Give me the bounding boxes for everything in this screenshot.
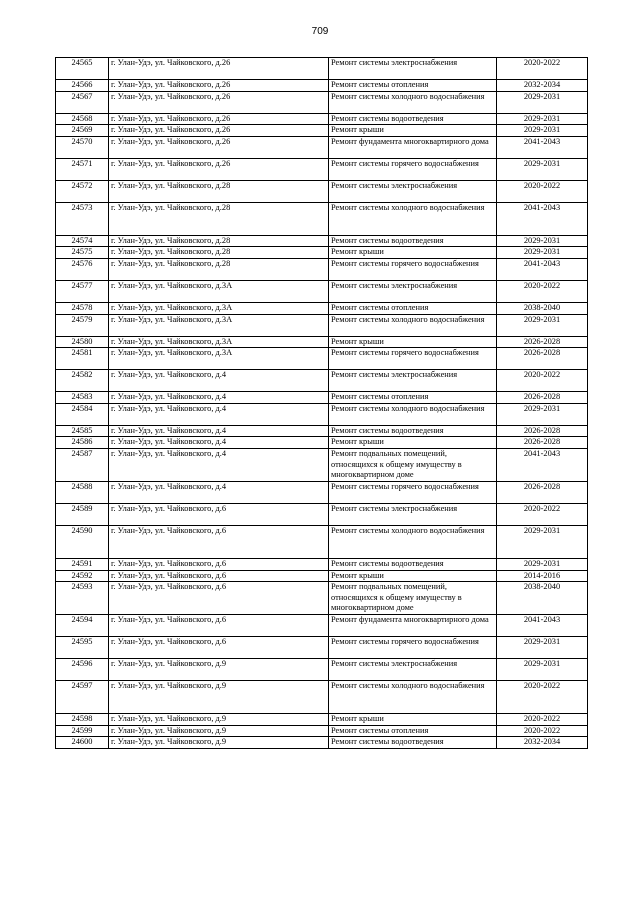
record-id-cell: 24573 (56, 202, 109, 235)
period-cell: 2029-2031 (497, 558, 588, 570)
address-cell: г. Улан-Удэ, ул. Чайковского, д.3А (109, 314, 329, 336)
address-cell: г. Улан-Удэ, ул. Чайковского, д.9 (109, 681, 329, 714)
period-cell: 2041-2043 (497, 448, 588, 481)
record-id-cell: 24585 (56, 425, 109, 437)
period-cell: 2038-2040 (497, 302, 588, 314)
address-cell: г. Улан-Удэ, ул. Чайковского, д.3А (109, 302, 329, 314)
period-cell: 2032-2034 (497, 737, 588, 749)
work-type-cell: Ремонт системы холодного водоснабжения (329, 525, 497, 558)
period-cell: 2026-2028 (497, 437, 588, 449)
address-cell: г. Улан-Удэ, ул. Чайковского, д.6 (109, 525, 329, 558)
record-id-cell: 24569 (56, 125, 109, 137)
record-id-cell: 24577 (56, 280, 109, 302)
work-type-cell: Ремонт системы горячего водоснабжения (329, 637, 497, 659)
table-row (56, 737, 588, 749)
work-type-cell: Ремонт крыши (329, 247, 497, 259)
work-type-cell: Ремонт системы водоотведения (329, 235, 497, 247)
address-cell: г. Улан-Удэ, ул. Чайковского, д.26 (109, 58, 329, 80)
period-cell: 2032-2034 (497, 80, 588, 92)
table-row (56, 180, 588, 202)
period-cell: 2020-2022 (497, 725, 588, 737)
table-row (56, 58, 588, 80)
table-row (56, 503, 588, 525)
work-type-cell: Ремонт системы горячего водоснабжения (329, 481, 497, 503)
address-cell: г. Улан-Удэ, ул. Чайковского, д.26 (109, 136, 329, 158)
work-type-cell: Ремонт системы отопления (329, 392, 497, 404)
work-type-cell: Ремонт системы электроснабжения (329, 58, 497, 80)
period-cell: 2029-2031 (497, 125, 588, 137)
table-row (56, 437, 588, 449)
address-cell: г. Улан-Удэ, ул. Чайковского, д.4 (109, 392, 329, 404)
work-type-cell: Ремонт фундамента многоквартирного дома (329, 136, 497, 158)
record-id-cell: 24580 (56, 336, 109, 348)
work-type-cell: Ремонт системы отопления (329, 302, 497, 314)
address-cell: г. Улан-Удэ, ул. Чайковского, д.6 (109, 558, 329, 570)
period-cell: 2029-2031 (497, 235, 588, 247)
period-cell: 2026-2028 (497, 348, 588, 370)
address-cell: г. Улан-Удэ, ул. Чайковского, д.4 (109, 425, 329, 437)
address-cell: г. Улан-Удэ, ул. Чайковского, д.26 (109, 158, 329, 180)
work-type-cell: Ремонт системы холодного водоснабжения (329, 681, 497, 714)
address-cell: г. Улан-Удэ, ул. Чайковского, д.6 (109, 503, 329, 525)
period-cell: 2020-2022 (497, 714, 588, 726)
period-cell: 2029-2031 (497, 637, 588, 659)
address-cell: г. Улан-Удэ, ул. Чайковского, д.6 (109, 615, 329, 637)
work-type-cell: Ремонт системы электроснабжения (329, 180, 497, 202)
work-type-cell: Ремонт системы горячего водоснабжения (329, 158, 497, 180)
record-id-cell: 24595 (56, 637, 109, 659)
record-id-cell: 24598 (56, 714, 109, 726)
period-cell: 2041-2043 (497, 258, 588, 280)
work-type-cell: Ремонт крыши (329, 714, 497, 726)
table-row (56, 202, 588, 235)
table-row (56, 336, 588, 348)
table-row (56, 725, 588, 737)
table-row (56, 659, 588, 681)
record-id-cell: 24589 (56, 503, 109, 525)
table-row (56, 348, 588, 370)
work-type-cell: Ремонт системы горячего водоснабжения (329, 348, 497, 370)
table-row (56, 558, 588, 570)
table-row (56, 615, 588, 637)
period-cell: 2029-2031 (497, 158, 588, 180)
work-type-cell: Ремонт системы холодного водоснабжения (329, 91, 497, 113)
period-cell: 2020-2022 (497, 58, 588, 80)
work-type-cell: Ремонт системы электроснабжения (329, 370, 497, 392)
table-row (56, 448, 588, 481)
table-row (56, 637, 588, 659)
address-cell: г. Улан-Удэ, ул. Чайковского, д.4 (109, 448, 329, 481)
record-id-cell: 24575 (56, 247, 109, 259)
table-row (56, 570, 588, 582)
period-cell: 2026-2028 (497, 336, 588, 348)
address-cell: г. Улан-Удэ, ул. Чайковского, д.28 (109, 258, 329, 280)
record-id-cell: 24567 (56, 91, 109, 113)
address-cell: г. Улан-Удэ, ул. Чайковского, д.28 (109, 202, 329, 235)
address-cell: г. Улан-Удэ, ул. Чайковского, д.28 (109, 235, 329, 247)
period-cell: 2029-2031 (497, 659, 588, 681)
address-cell: г. Улан-Удэ, ул. Чайковского, д.26 (109, 113, 329, 125)
table-row (56, 91, 588, 113)
work-type-cell: Ремонт системы холодного водоснабжения (329, 403, 497, 425)
address-cell: г. Улан-Удэ, ул. Чайковского, д.9 (109, 725, 329, 737)
period-cell: 2029-2031 (497, 525, 588, 558)
record-id-cell: 24588 (56, 481, 109, 503)
address-cell: г. Улан-Удэ, ул. Чайковского, д.6 (109, 570, 329, 582)
address-cell: г. Улан-Удэ, ул. Чайковского, д.28 (109, 180, 329, 202)
period-cell: 2014-2016 (497, 570, 588, 582)
table-row (56, 582, 588, 615)
record-id-cell: 24570 (56, 136, 109, 158)
table-row (56, 403, 588, 425)
record-id-cell: 24568 (56, 113, 109, 125)
work-type-cell: Ремонт системы электроснабжения (329, 503, 497, 525)
address-cell: г. Улан-Удэ, ул. Чайковского, д.4 (109, 403, 329, 425)
work-type-cell: Ремонт системы водоотведения (329, 425, 497, 437)
record-id-cell: 24594 (56, 615, 109, 637)
table-row (56, 481, 588, 503)
record-id-cell: 24587 (56, 448, 109, 481)
record-id-cell: 24591 (56, 558, 109, 570)
record-id-cell: 24593 (56, 582, 109, 615)
work-type-cell: Ремонт системы холодного водоснабжения (329, 314, 497, 336)
table-row (56, 136, 588, 158)
work-type-cell: Ремонт системы холодного водоснабжения (329, 202, 497, 235)
work-type-cell: Ремонт системы электроснабжения (329, 280, 497, 302)
period-cell: 2020-2022 (497, 180, 588, 202)
address-cell: г. Улан-Удэ, ул. Чайковского, д.4 (109, 370, 329, 392)
table-row (56, 158, 588, 180)
table-row (56, 370, 588, 392)
period-cell: 2020-2022 (497, 681, 588, 714)
work-type-cell: Ремонт системы отопления (329, 725, 497, 737)
address-cell: г. Улан-Удэ, ул. Чайковского, д.9 (109, 714, 329, 726)
repair-schedule-table (55, 57, 588, 749)
address-cell: г. Улан-Удэ, ул. Чайковского, д.6 (109, 582, 329, 615)
table-row (56, 125, 588, 137)
record-id-cell: 24566 (56, 80, 109, 92)
period-cell: 2026-2028 (497, 481, 588, 503)
work-type-cell: Ремонт системы водоотведения (329, 737, 497, 749)
table-row (56, 681, 588, 714)
period-cell: 2029-2031 (497, 91, 588, 113)
record-id-cell: 24574 (56, 235, 109, 247)
record-id-cell: 24571 (56, 158, 109, 180)
page-number: 709 (311, 26, 329, 37)
table-row (56, 258, 588, 280)
record-id-cell: 24584 (56, 403, 109, 425)
period-cell: 2038-2040 (497, 582, 588, 615)
period-cell: 2020-2022 (497, 370, 588, 392)
work-type-cell: Ремонт крыши (329, 336, 497, 348)
table-row (56, 302, 588, 314)
period-cell: 2029-2031 (497, 113, 588, 125)
record-id-cell: 24599 (56, 725, 109, 737)
address-cell: г. Улан-Удэ, ул. Чайковского, д.9 (109, 659, 329, 681)
record-id-cell: 24576 (56, 258, 109, 280)
table-row (56, 392, 588, 404)
record-id-cell: 24600 (56, 737, 109, 749)
record-id-cell: 24579 (56, 314, 109, 336)
record-id-cell: 24572 (56, 180, 109, 202)
work-type-cell: Ремонт крыши (329, 437, 497, 449)
period-cell: 2020-2022 (497, 280, 588, 302)
table-row (56, 247, 588, 259)
period-cell: 2020-2022 (497, 503, 588, 525)
table-row (56, 525, 588, 558)
table-body (56, 58, 588, 749)
record-id-cell: 24592 (56, 570, 109, 582)
address-cell: г. Улан-Удэ, ул. Чайковского, д.26 (109, 80, 329, 92)
address-cell: г. Улан-Удэ, ул. Чайковского, д.28 (109, 247, 329, 259)
work-type-cell: Ремонт системы электроснабжения (329, 659, 497, 681)
record-id-cell: 24583 (56, 392, 109, 404)
address-cell: г. Улан-Удэ, ул. Чайковского, д.26 (109, 125, 329, 137)
record-id-cell: 24597 (56, 681, 109, 714)
table-row (56, 425, 588, 437)
table-row (56, 80, 588, 92)
record-id-cell: 24581 (56, 348, 109, 370)
table-row (56, 714, 588, 726)
record-id-cell: 24582 (56, 370, 109, 392)
record-id-cell: 24565 (56, 58, 109, 80)
period-cell: 2029-2031 (497, 247, 588, 259)
period-cell: 2029-2031 (497, 314, 588, 336)
work-type-cell: Ремонт крыши (329, 570, 497, 582)
period-cell: 2026-2028 (497, 392, 588, 404)
work-type-cell: Ремонт фундамента многоквартирного дома (329, 615, 497, 637)
work-type-cell: Ремонт крыши (329, 125, 497, 137)
address-cell: г. Улан-Удэ, ул. Чайковского, д.4 (109, 437, 329, 449)
work-type-cell: Ремонт подвальных помещений, относящихся к общему имуществу в многоквартирном доме (329, 448, 497, 481)
address-cell: г. Улан-Удэ, ул. Чайковского, д.4 (109, 481, 329, 503)
address-cell: г. Улан-Удэ, ул. Чайковского, д.6 (109, 637, 329, 659)
period-cell: 2026-2028 (497, 425, 588, 437)
table-row (56, 235, 588, 247)
period-cell: 2041-2043 (497, 202, 588, 235)
record-id-cell: 24578 (56, 302, 109, 314)
work-type-cell: Ремонт подвальных помещений, относящихся к общему имуществу в многоквартирном доме (329, 582, 497, 615)
period-cell: 2029-2031 (497, 403, 588, 425)
work-type-cell: Ремонт системы водоотведения (329, 558, 497, 570)
work-type-cell: Ремонт системы водоотведения (329, 113, 497, 125)
address-cell: г. Улан-Удэ, ул. Чайковского, д.3А (109, 336, 329, 348)
table-row (56, 113, 588, 125)
record-id-cell: 24596 (56, 659, 109, 681)
table-row (56, 280, 588, 302)
address-cell: г. Улан-Удэ, ул. Чайковского, д.26 (109, 91, 329, 113)
period-cell: 2041-2043 (497, 136, 588, 158)
address-cell: г. Улан-Удэ, ул. Чайковского, д.9 (109, 737, 329, 749)
address-cell: г. Улан-Удэ, ул. Чайковского, д.3А (109, 280, 329, 302)
table-row (56, 314, 588, 336)
period-cell: 2041-2043 (497, 615, 588, 637)
record-id-cell: 24586 (56, 437, 109, 449)
address-cell: г. Улан-Удэ, ул. Чайковского, д.3А (109, 348, 329, 370)
work-type-cell: Ремонт системы горячего водоснабжения (329, 258, 497, 280)
record-id-cell: 24590 (56, 525, 109, 558)
work-type-cell: Ремонт системы отопления (329, 80, 497, 92)
